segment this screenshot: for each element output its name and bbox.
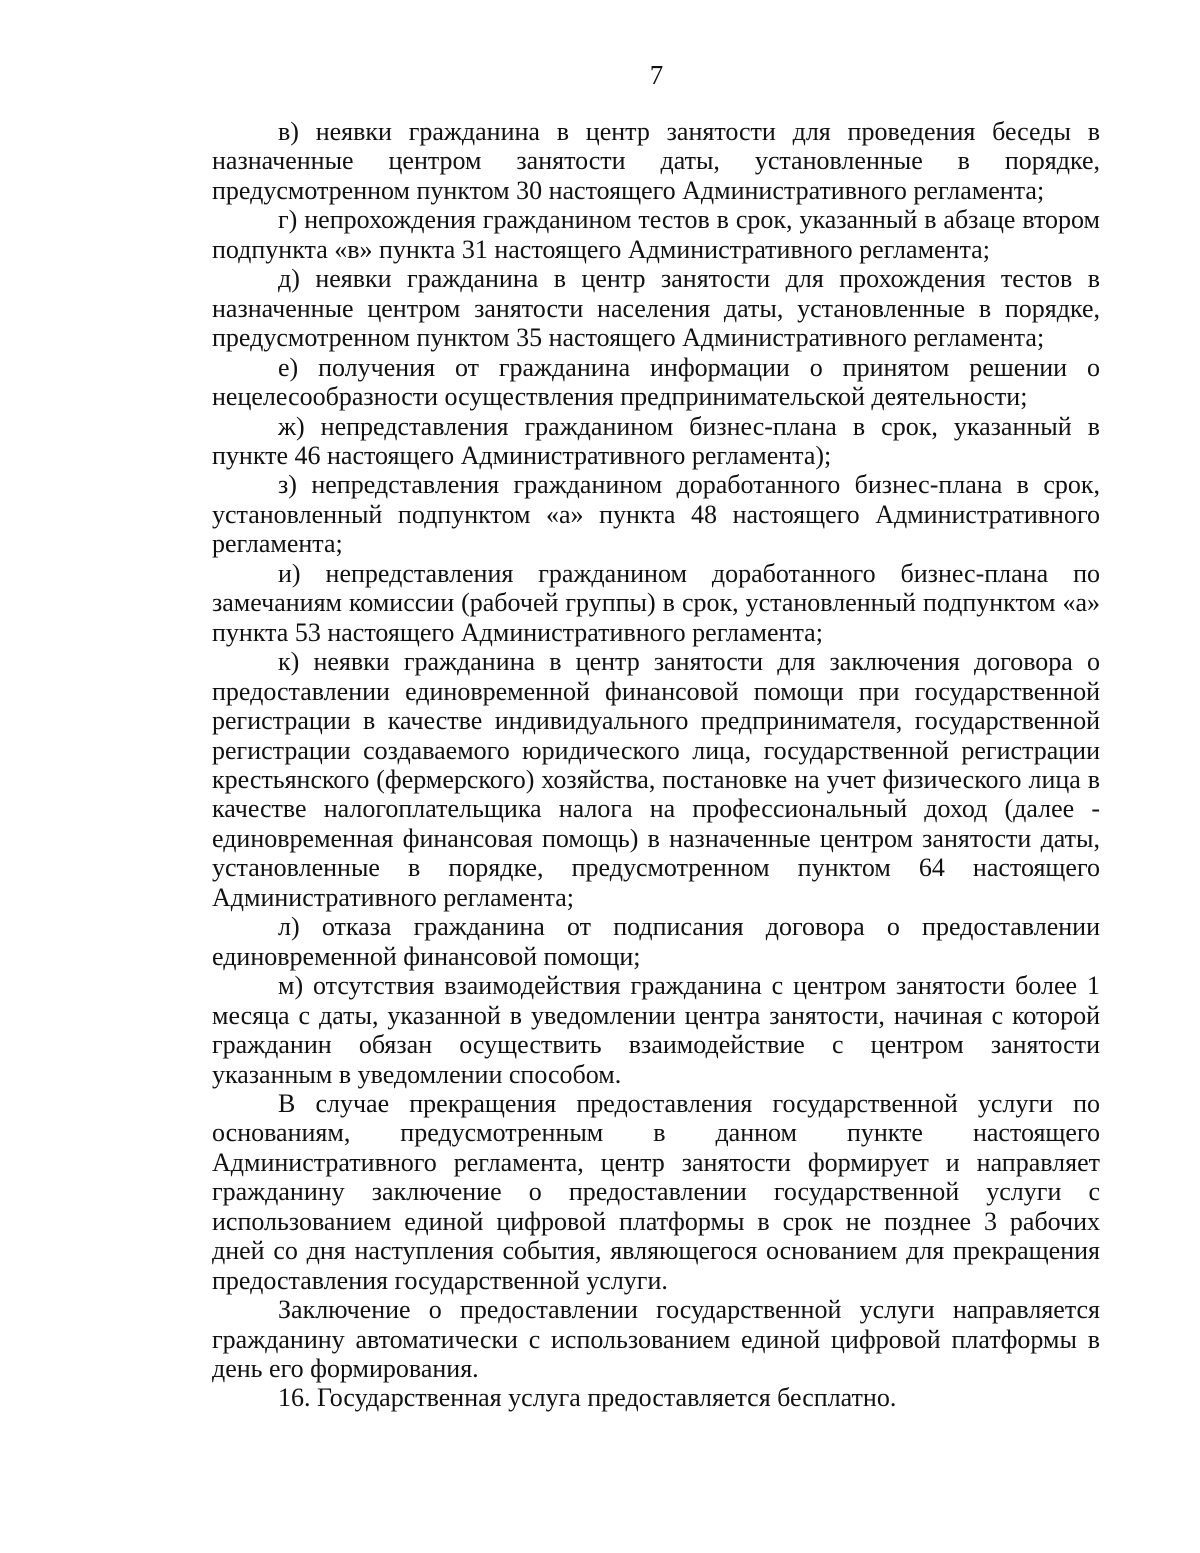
paragraph-zh: ж) непредставления гражданином бизнес-плана в срок, указанный в пункте 46 настоящего Административного регламента); (212, 411, 1100, 470)
paragraph-termination: В случае прекращения предоставления государственной услуги по основаниям, предусмотренным в данном пункте настоящего Административного регламента, центр занятости формирует и направляет гражданину заключение о предоставлении государственной услуги с использованием единой цифровой платформы в срок не позднее 3 рабочих дней со дня наступления события, являющегося основанием для прекращения предоставления государственной услуги. (212, 1088, 1100, 1295)
paragraph-16: 16. Государственная услуга предоставляется бесплатно. (278, 1383, 897, 1413)
document-body (212, 117, 1100, 1413)
paragraph-v: в) неявки гражданина в центр занятости для проведения беседы в назначенные центром занятости даты, установленные в порядке, предусмотренном пунктом 30 настоящего Административного регламента; (212, 117, 1100, 205)
paragraph-d: д) неявки гражданина в центр занятости для прохождения тестов в назначенные центром занятости населения даты, установленные в порядке, предусмотренном пунктом 35 настоящего Административного регламента; (212, 264, 1100, 353)
paragraph-g: г) непрохождения гражданином тестов в срок, указанный в абзаце втором подпункта «в» пункта 31 настоящего Административного регламента; (212, 205, 1100, 264)
page-number: 7 (649, 60, 664, 90)
paragraph-l: л) отказа гражданина от подписания договора о предоставлении единовременной финансовой помощи; (212, 912, 1100, 971)
paragraph-m: м) отсутствия взаимодействия гражданина с центром занятости более 1 месяца с даты, указанной в уведомлении центра занятости, начиная с которой гражданин обязан осуществить взаимодействие с центром занятости указанным в уведомлении способом. (212, 971, 1100, 1089)
paragraph-k: к) неявки гражданина в центр занятости для заключения договора о предоставлении единовременной финансовой помощи при государственной регистрации в качестве индивидуального предпринимателя, государственной регистрации создаваемого юридического лица, государственной регистрации крестьянского (фермерского) хозяйства, постановке на учет физического лица в качестве налогоплательщика налога на профессиональный доход (далее - единовременная финансовая помощь) в назначенные центром занятости даты, установленные в порядке, предусмотренном пунктом 64 настоящего Административного регламента; (212, 647, 1100, 912)
paragraph-z: з) непредставления гражданином доработанного бизнес-плана в срок, установленный подпунктом «а» пункта 48 настоящего Административного регламента; (212, 470, 1100, 559)
paragraph-e: е) получения от гражданина информации о принятом решении о нецелесообразности осуществления предпринимательской деятельности; (212, 352, 1100, 412)
paragraph-i: и) непредставления гражданином доработанного бизнес-плана по замечаниям комиссии (рабочей группы) в срок, установленный подпунктом «а» пункта 53 настоящего Административного регламента; (212, 558, 1100, 647)
paragraph-conclusion: Заключение о предоставлении государственной услуги направляется гражданину автоматически с использованием единой цифровой платформы в день его формирования. (212, 1295, 1100, 1384)
